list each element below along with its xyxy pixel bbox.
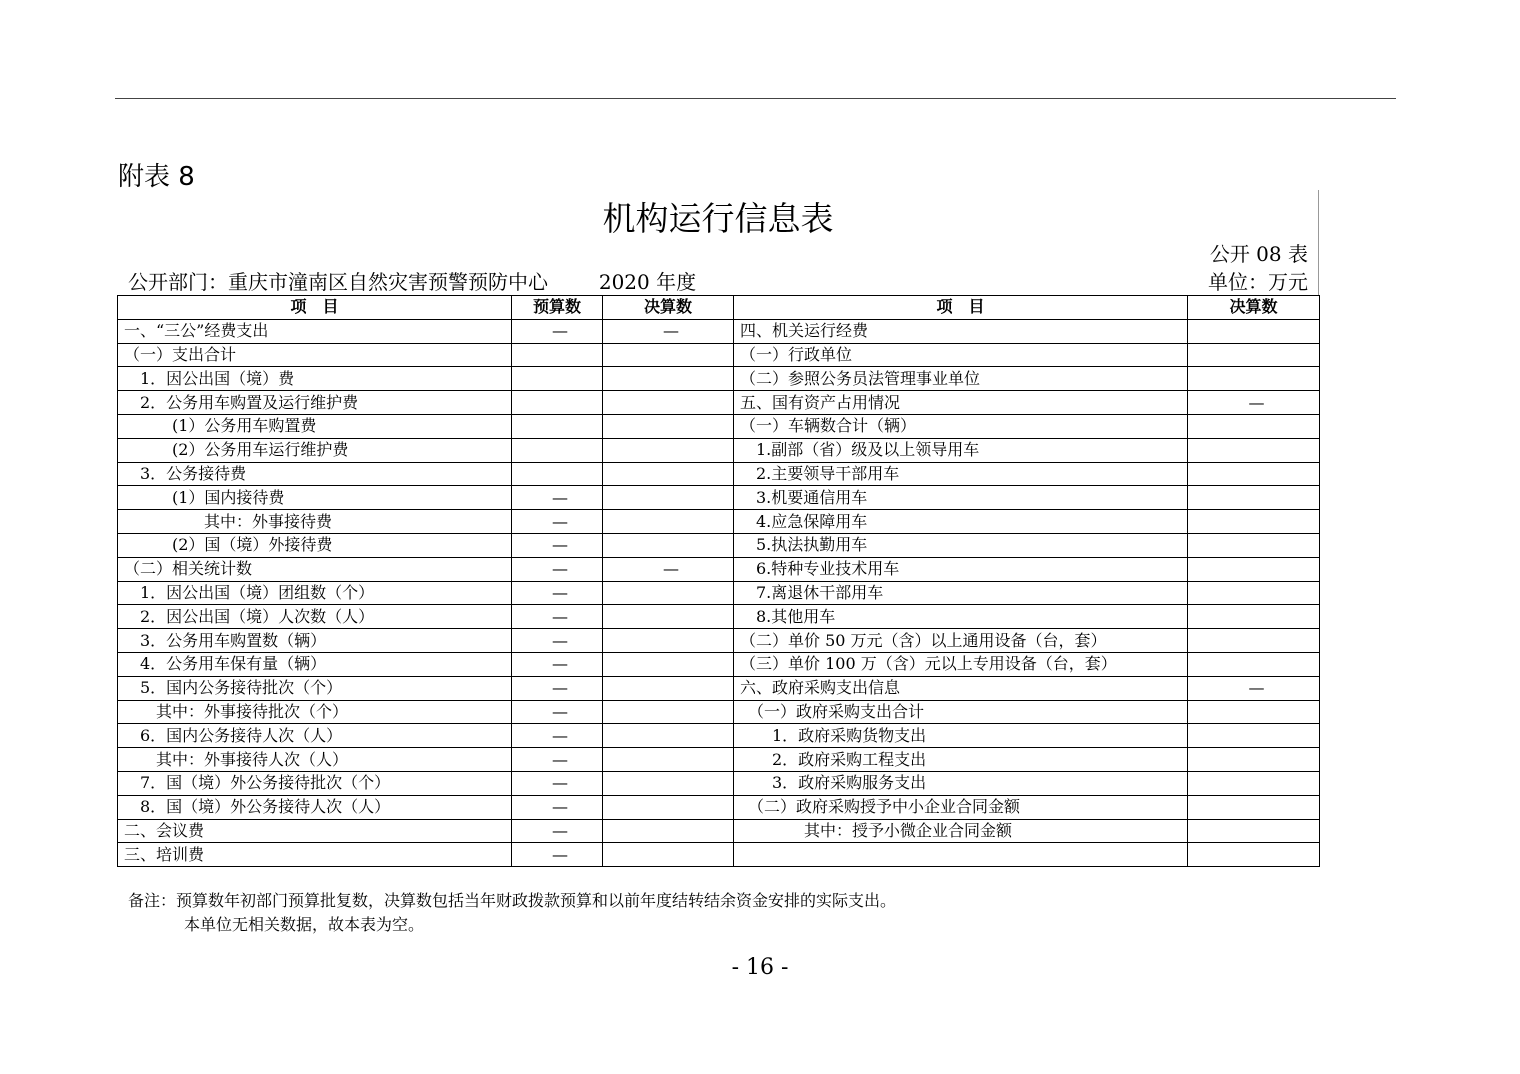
left-budget-cell [512, 391, 603, 415]
left-budget-cell: — [512, 795, 603, 819]
left-budget-cell: — [512, 724, 603, 748]
right-final-cell [1188, 581, 1320, 605]
header-right-final: 决算数 [1188, 296, 1320, 320]
table-row [118, 819, 1320, 843]
table-body [118, 319, 1320, 866]
left-item-cell: （二）相关统计数 [118, 557, 512, 581]
right-final-cell [1188, 724, 1320, 748]
left-item-cell: 1．因公出国（境）费 [118, 367, 512, 391]
right-item-cell: 2．政府采购工程支出 [734, 748, 1188, 772]
left-item-cell: 5．国内公务接待批次（个） [118, 676, 512, 700]
table-row [118, 367, 1320, 391]
right-item-cell: （一）政府采购支出合计 [734, 700, 1188, 724]
left-budget-cell: — [512, 319, 603, 343]
left-budget-cell: — [512, 629, 603, 653]
left-budget-cell: — [512, 843, 603, 867]
right-final-cell [1188, 438, 1320, 462]
left-budget-cell: — [512, 748, 603, 772]
left-budget-cell: — [512, 700, 603, 724]
right-final-cell [1188, 652, 1320, 676]
right-final-cell [1188, 462, 1320, 486]
right-item-cell: 5.执法执勤用车 [734, 533, 1188, 557]
left-item-cell: （一）支出合计 [118, 343, 512, 367]
right-final-cell [1188, 795, 1320, 819]
left-final-cell [603, 438, 734, 462]
table-row [118, 771, 1320, 795]
unit-label: 单位：万元 [1208, 270, 1308, 294]
header-left-budget: 预算数 [512, 296, 603, 320]
appendix-label: 附表 8 [118, 162, 195, 192]
left-final-cell [603, 510, 734, 534]
table-row [118, 486, 1320, 510]
right-item-cell: （二）参照公务员法管理事业单位 [734, 367, 1188, 391]
left-item-cell: (2）公务用车运行维护费 [118, 438, 512, 462]
right-item-cell: （一）车辆数合计（辆） [734, 414, 1188, 438]
right-item-cell: （二）单价 50 万元（含）以上通用设备（台，套） [734, 629, 1188, 653]
header-left-final: 决算数 [603, 296, 734, 320]
right-item-cell: 8.其他用车 [734, 605, 1188, 629]
left-final-cell [603, 795, 734, 819]
left-item-cell: 7．国（境）外公务接待批次（个） [118, 771, 512, 795]
top-rule [115, 98, 1396, 99]
right-final-cell [1188, 486, 1320, 510]
left-final-cell [603, 414, 734, 438]
right-item-cell: 3．政府采购服务支出 [734, 771, 1188, 795]
table-row [118, 438, 1320, 462]
right-final-cell [1188, 700, 1320, 724]
right-item-cell: 2.主要领导干部用车 [734, 462, 1188, 486]
right-item-cell: 3.机要通信用车 [734, 486, 1188, 510]
department: 公开部门：重庆市潼南区自然灾害预警预防中心 [128, 270, 548, 294]
left-final-cell [603, 843, 734, 867]
page-number: - 16 - [731, 955, 789, 980]
right-item-cell: 其中：授予小微企业合同金额 [734, 819, 1188, 843]
right-final-cell [1188, 414, 1320, 438]
right-item-cell: （三）单价 100 万（含）元以上专用设备（台，套） [734, 652, 1188, 676]
left-item-cell: 6．国内公务接待人次（人） [118, 724, 512, 748]
table-row [118, 629, 1320, 653]
right-final-cell [1188, 748, 1320, 772]
left-item-cell: 3．公务用车购置数（辆） [118, 629, 512, 653]
right-item-cell: 五、国有资产占用情况 [734, 391, 1188, 415]
left-final-cell [603, 462, 734, 486]
table-row [118, 700, 1320, 724]
table-row [118, 462, 1320, 486]
left-item-cell: (1）国内接待费 [118, 486, 512, 510]
right-item-cell: 1．政府采购货物支出 [734, 724, 1188, 748]
left-item-cell: 其中：外事接待人次（人） [118, 748, 512, 772]
left-item-cell: 其中：外事接待批次（个） [118, 700, 512, 724]
table-row [118, 581, 1320, 605]
right-final-cell [1188, 510, 1320, 534]
right-item-cell: （二）政府采购授予中小企业合同金额 [734, 795, 1188, 819]
left-final-cell [603, 486, 734, 510]
right-final-cell [1188, 343, 1320, 367]
left-budget-cell [512, 367, 603, 391]
left-budget-cell: — [512, 533, 603, 557]
table-row [118, 414, 1320, 438]
right-final-cell [1188, 771, 1320, 795]
left-budget-cell: — [512, 510, 603, 534]
right-final-cell [1188, 367, 1320, 391]
right-item-cell: 六、政府采购支出信息 [734, 676, 1188, 700]
right-final-cell: — [1188, 391, 1320, 415]
left-budget-cell [512, 438, 603, 462]
left-final-cell [603, 605, 734, 629]
left-final-cell [603, 748, 734, 772]
left-final-cell [603, 343, 734, 367]
left-budget-cell: — [512, 819, 603, 843]
right-item-cell: （一）行政单位 [734, 343, 1188, 367]
left-item-cell: 2．因公出国（境）人次数（人） [118, 605, 512, 629]
info-table [117, 295, 1320, 867]
table-row [118, 557, 1320, 581]
note-line-1: 备注：预算数年初部门预算批复数，决算数包括当年财政拨款预算和以前年度结转结余资金安排的实际支出。 [128, 891, 897, 910]
right-item-cell: 7.离退休干部用车 [734, 581, 1188, 605]
left-item-cell: 二、会议费 [118, 819, 512, 843]
left-item-cell: 一、“三公”经费支出 [118, 319, 512, 343]
table-row [118, 843, 1320, 867]
left-final-cell [603, 652, 734, 676]
left-budget-cell: — [512, 652, 603, 676]
header-right-item: 项 目 [734, 296, 1188, 320]
right-item-cell: 6.特种专业技术用车 [734, 557, 1188, 581]
right-item-cell: 1.副部（省）级及以上领导用车 [734, 438, 1188, 462]
left-final-cell [603, 533, 734, 557]
left-budget-cell: — [512, 676, 603, 700]
left-item-cell: 其中：外事接待费 [118, 510, 512, 534]
left-item-cell: 三、培训费 [118, 843, 512, 867]
left-item-cell: (2）国（境）外接待费 [118, 533, 512, 557]
right-item-cell [734, 843, 1188, 867]
right-final-cell [1188, 819, 1320, 843]
left-item-cell: 8．国（境）外公务接待人次（人） [118, 795, 512, 819]
right-final-cell [1188, 629, 1320, 653]
right-final-cell [1188, 843, 1320, 867]
left-final-cell [603, 700, 734, 724]
left-budget-cell: — [512, 557, 603, 581]
left-item-cell: 4．公务用车保有量（辆） [118, 652, 512, 676]
table-row [118, 391, 1320, 415]
left-budget-cell: — [512, 581, 603, 605]
left-item-cell: 3．公务接待费 [118, 462, 512, 486]
left-item-cell: 1．因公出国（境）团组数（个） [118, 581, 512, 605]
table-row [118, 748, 1320, 772]
right-item-cell: 四、机关运行经费 [734, 319, 1188, 343]
left-final-cell [603, 724, 734, 748]
page-title: 机构运行信息表 [602, 199, 834, 238]
left-final-cell [603, 819, 734, 843]
right-final-cell [1188, 533, 1320, 557]
table-row [118, 533, 1320, 557]
note-line-2: 本单位无相关数据，故本表为空。 [184, 915, 425, 934]
table-row [118, 343, 1320, 367]
left-budget-cell: — [512, 486, 603, 510]
left-budget-cell [512, 462, 603, 486]
left-budget-cell: — [512, 771, 603, 795]
header-left-item: 项 目 [118, 296, 512, 320]
right-final-cell [1188, 557, 1320, 581]
left-final-cell [603, 676, 734, 700]
table-row [118, 652, 1320, 676]
year: 2020 年度 [598, 270, 697, 294]
table-code: 公开 08 表 [1209, 242, 1308, 266]
table-row [118, 605, 1320, 629]
left-item-cell: (1）公务用车购置费 [118, 414, 512, 438]
left-budget-cell [512, 343, 603, 367]
table-row [118, 510, 1320, 534]
left-final-cell [603, 581, 734, 605]
table-header-row [118, 296, 1320, 320]
right-final-cell [1188, 319, 1320, 343]
table-row [118, 319, 1320, 343]
left-final-cell: — [603, 557, 734, 581]
left-final-cell: — [603, 319, 734, 343]
table-row [118, 795, 1320, 819]
left-item-cell: 2．公务用车购置及运行维护费 [118, 391, 512, 415]
table-row [118, 676, 1320, 700]
left-final-cell [603, 367, 734, 391]
right-final-cell: — [1188, 676, 1320, 700]
left-final-cell [603, 629, 734, 653]
left-final-cell [603, 391, 734, 415]
department-line [128, 266, 696, 295]
left-budget-cell: — [512, 605, 603, 629]
right-item-cell: 4.应急保障用车 [734, 510, 1188, 534]
left-final-cell [603, 771, 734, 795]
left-budget-cell [512, 414, 603, 438]
table-row [118, 724, 1320, 748]
right-final-cell [1188, 605, 1320, 629]
notes [128, 889, 896, 937]
